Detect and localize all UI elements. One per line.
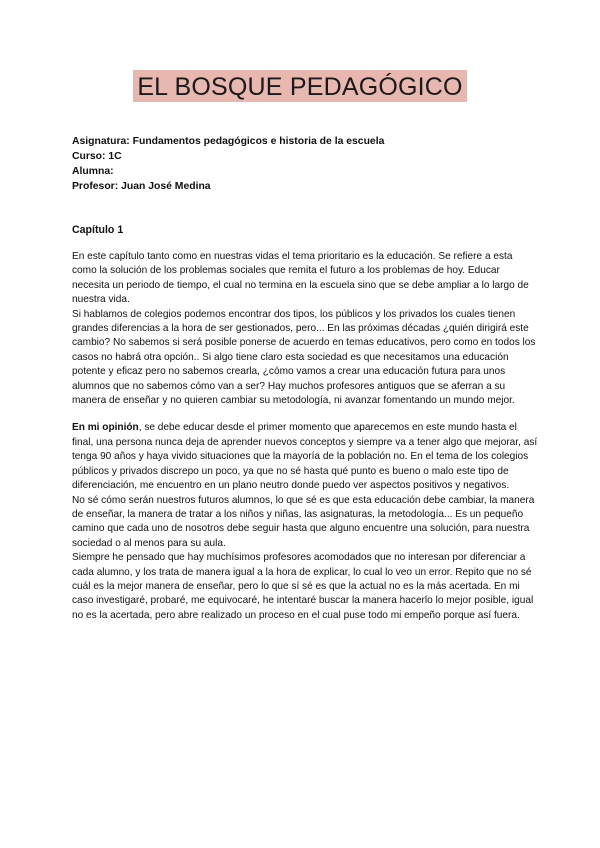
title-container <box>0 70 600 102</box>
document-meta <box>72 134 542 194</box>
document-title: EL BOSQUE PEDAGÓGICO <box>133 70 466 102</box>
paragraph-1: En este capítulo tanto como en nuestras vidas el tema prioritario es la educación. Se refiere a esta como la solución de los problemas sociales que remita el futuro a los problemas de hoy. Educar necesita un periodo de tiempo, el cual no termina en la escuela sino que se debe ampliar a lo largo de nuestra vida. <box>72 251 529 306</box>
paragraph-3-text: , se debe educar desde el primer momento que aparecemos en este mundo hasta el final, una persona nunca deja de aprender nuevos conceptos y siempre va a tener algo que mejorar, así tenga 90 años y haya vivido situaciones que la mayoría de la población no. En el tema de los colegios públicos y privados discrepo un poco, ya que no sé hasta qué punto es bueno o malo este tipo de diferenciación, me encuentro en un plano neutro donde puedo ver aspectos positivos y negativos. <box>72 422 538 492</box>
paragraph-3 <box>72 421 538 493</box>
document-body <box>72 250 538 623</box>
paragraph-3-lead: En mi opinión <box>72 422 139 434</box>
meta-profesor: Profesor: Juan José Medina <box>72 181 211 192</box>
paragraph-2: Si hablamos de colegios podemos encontrar dos tipos, los públicos y los privados los cuales tienen grandes diferencias a la hora de ser gestionados, pero... En las próximas décadas ¿quién dirigirá este cambio? No sabemos si será posible ponerse de acuerdo en temas educativos, pero como en todos los casos no habrá otra opción.. Si algo tiene claro esta sociedad es que necesitamos una educación potente y eficaz pero no sabemos crearla, ¿cómo vamos a crear una educación futura para unos alumnos que no sabemos cómo van a ser? Hay muchos profesores antiguos que se aferran a su manera de enseñar y no quieren cambiar su metodología, ni avanzar fomentando un mundo mejor. <box>72 308 536 407</box>
paragraph-5: Siempre he pensado que hay muchísimos profesores acomodados que no interesan por diferenciar a cada alumno, y los trata de manera igual a la hora de explicar, lo cual lo veo un error. Repito que no sé cuál es la mejor manera de enseñar, pero lo que sí sé es que la actual no es la más acertada. En mi caso investigaré, probaré, me equivocaré, he intentaré buscar la manera hacerlo lo mejor posible, igual no es la acertada, pero abre realizado un proceso en el cual puse todo mi empeño porque así fuera. <box>72 552 534 621</box>
paragraph-4: No sé cómo serán nuestros futuros alumnos, lo que sé es que esta educación debe cambiar, la manera de enseñar, la manera de tratar a los niños y niñas, las asignaturas, la metodología... Es un pequeño camino que cada uno de nosotros debe seguir hasta que alguno encuentre una solución, para nuestra sociedad o al menos para su aula. <box>72 494 535 549</box>
paragraph-gap <box>72 408 538 421</box>
meta-alumna: Alumna: <box>72 166 114 177</box>
meta-asignatura: Asignatura: Fundamentos pedagógicos e historia de la escuela <box>72 136 385 147</box>
chapter-title: Capítulo 1 <box>72 224 124 236</box>
meta-curso: Curso: 1C <box>72 151 122 162</box>
